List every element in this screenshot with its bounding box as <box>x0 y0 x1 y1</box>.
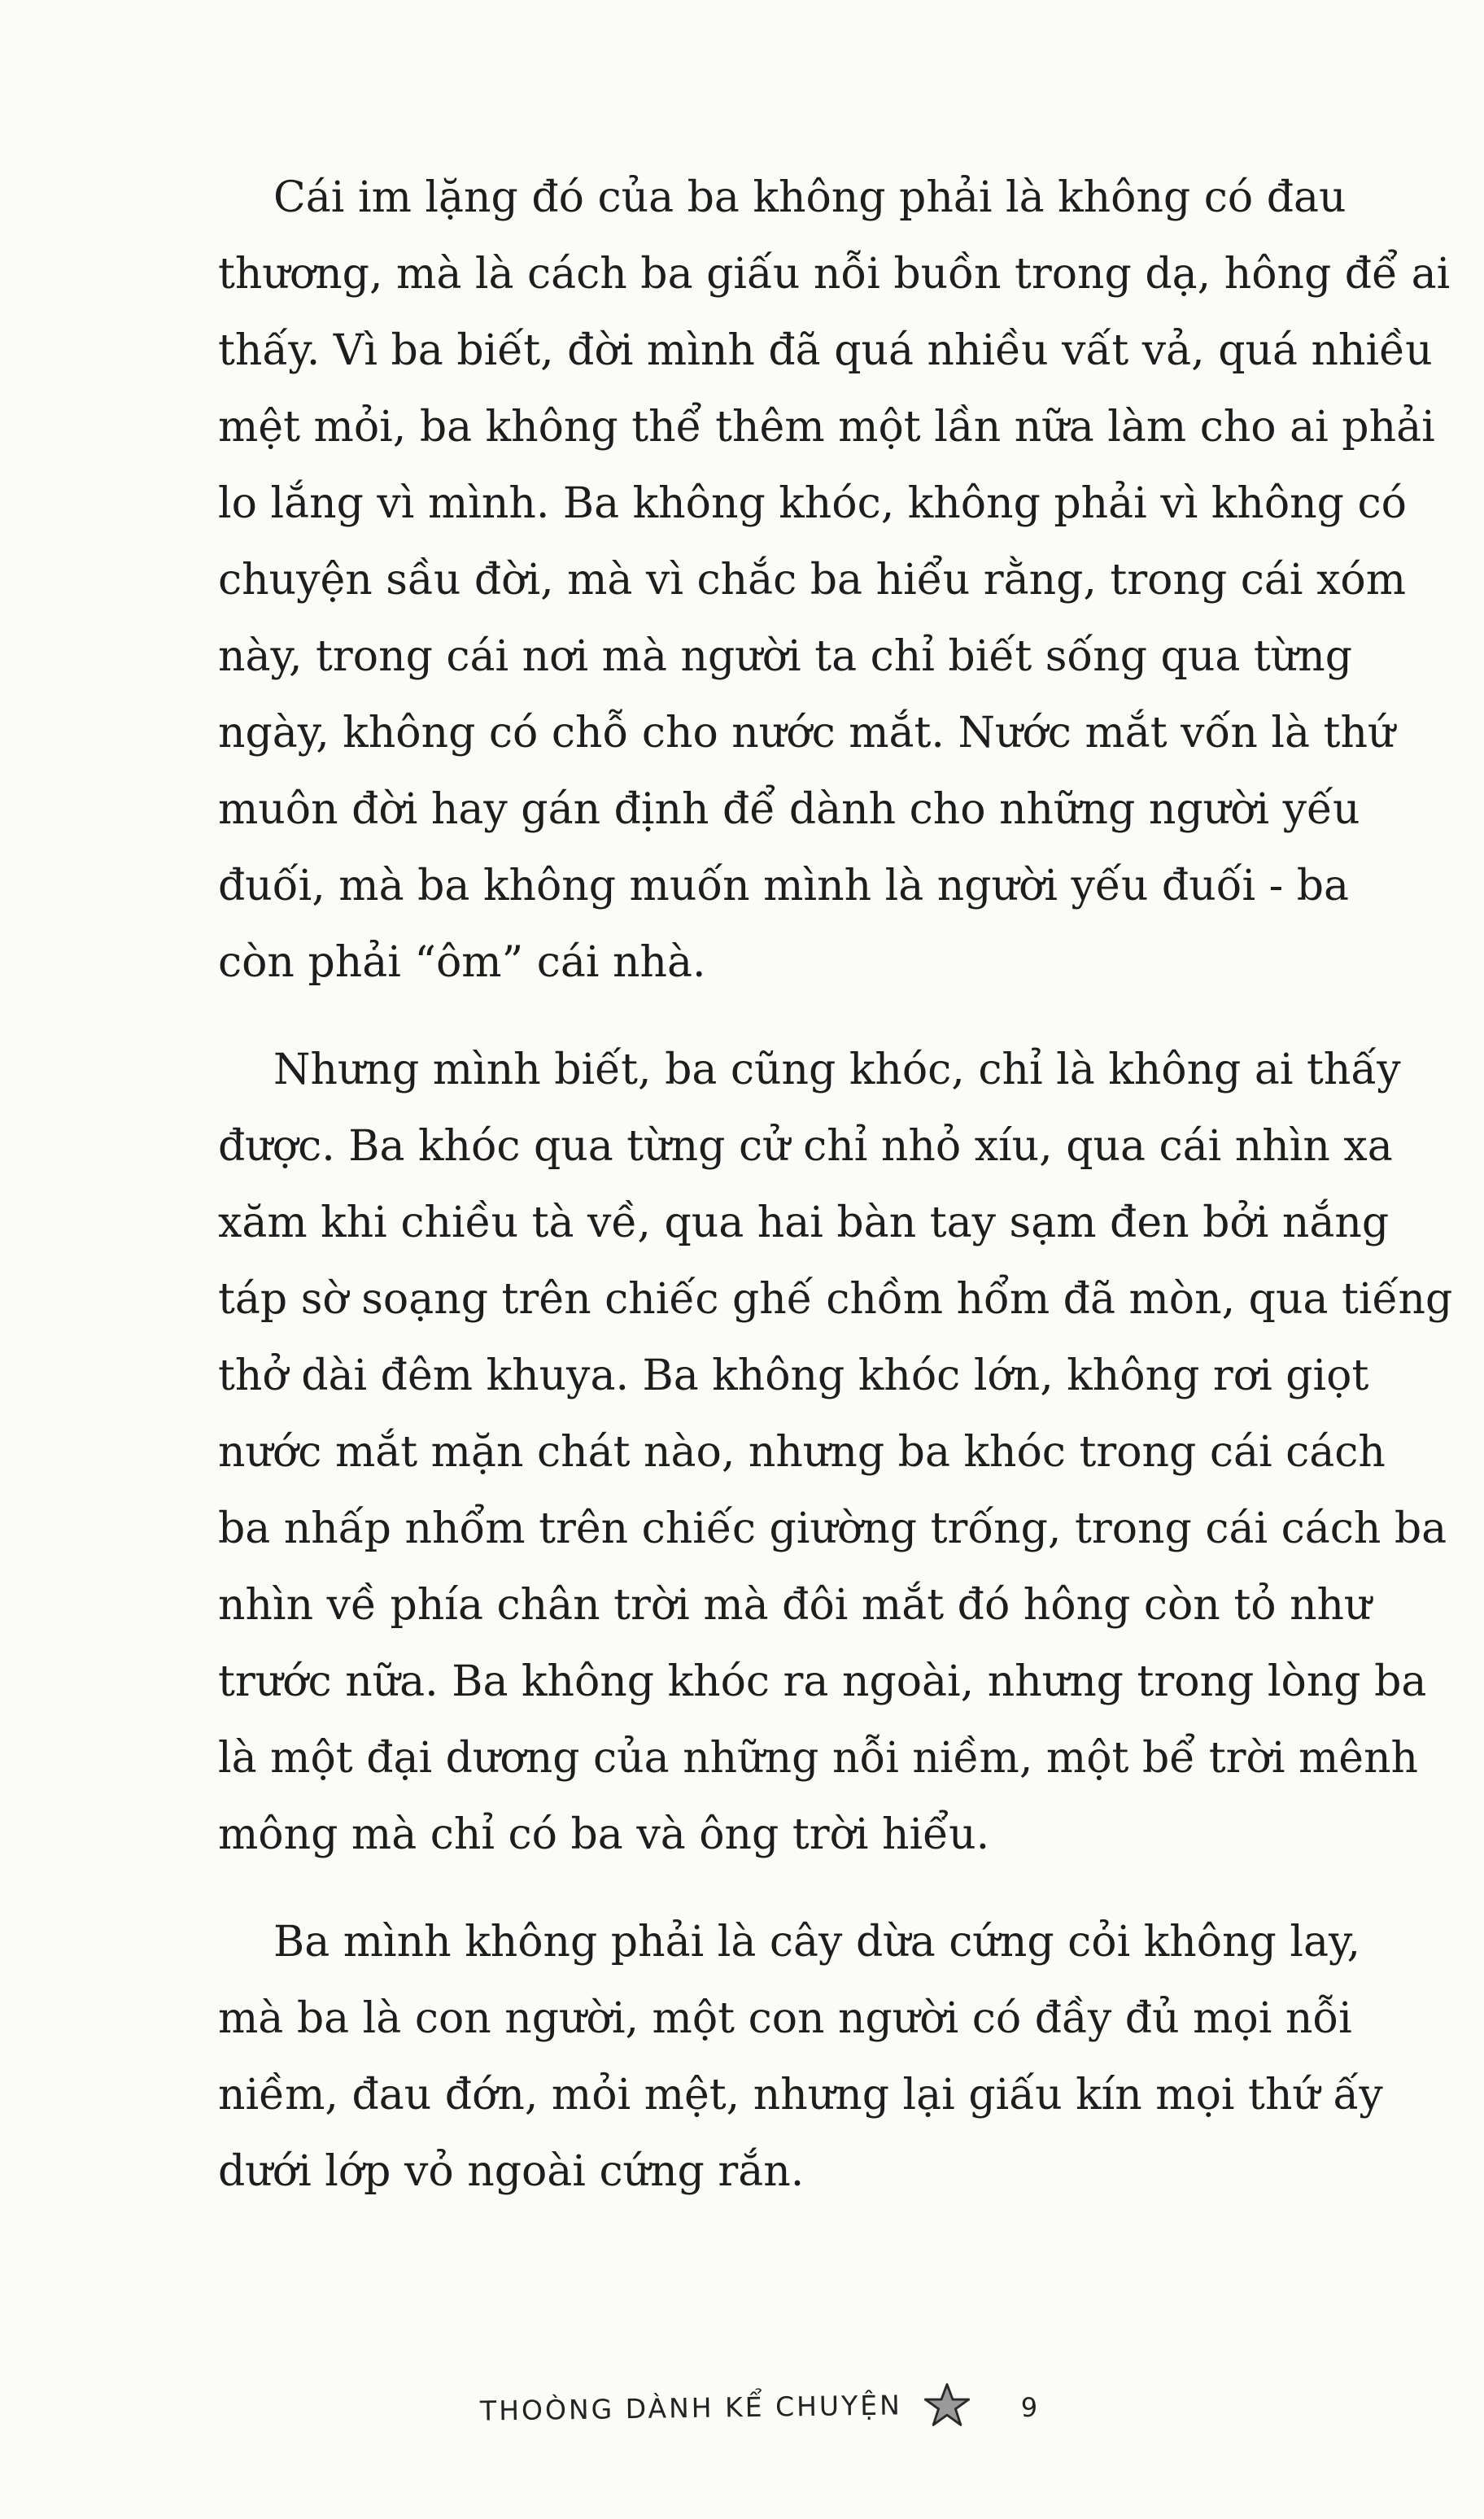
text-line: được. Ba khóc qua từng cử chỉ nhỏ xíu, qua cái nhìn xa <box>218 1122 1393 1171</box>
page-footer <box>480 2379 1037 2436</box>
text-line: mệt mỏi, ba không thể thêm một lần nữa làm cho ai phải <box>218 403 1435 452</box>
text-line: nhìn về phía chân trời mà đôi mắt đó hông còn tỏ như <box>218 1581 1372 1630</box>
text-line: đuối, mà ba không muốn mình là người yếu đuối - ba <box>218 862 1350 910</box>
text-line: muôn đời hay gán định để dành cho những người yếu <box>218 785 1360 834</box>
text-line: ba nhấp nhổm trên chiếc giường trống, trong cái cách ba <box>218 1504 1447 1553</box>
text-line: Nhưng mình biết, ba cũng khóc, chỉ là không ai thấy <box>273 1046 1401 1094</box>
text-line: xăm khi chiều tà về, qua hai bàn tay sạm đen bởi nắng <box>218 1198 1390 1247</box>
running-title: THOÒNG DÀNH KỂ CHUYỆN <box>479 2388 902 2427</box>
text-line: dưới lớp vỏ ngoài cứng rắn. <box>218 2147 805 2196</box>
text-line: mà ba là con người, một con người có đầy đủ mọi nỗi <box>218 1994 1352 2043</box>
text-line: thở dài đêm khuya. Ba không khóc lớn, không rơi giọt <box>218 1351 1369 1400</box>
star-icon <box>923 2381 971 2429</box>
paragraph-2 <box>218 1032 1453 1873</box>
star-shape <box>925 2384 968 2425</box>
text-line: nước mắt mặn chát nào, nhưng ba khóc trong cái cách <box>218 1428 1386 1477</box>
text-line: lo lắng vì mình. Ba không khóc, không phải vì không có <box>218 479 1407 528</box>
text-line: ngày, không có chỗ cho nước mắt. Nước mắt vốn là thứ <box>218 709 1395 757</box>
page-body <box>218 159 1453 2241</box>
text-line: thấy. Vì ba biết, đời mình đã quá nhiều vất vả, quá nhiều <box>218 326 1433 375</box>
text-line: niềm, đau đớn, mỏi mệt, nhưng lại giấu kín mọi thứ ấy <box>218 2071 1383 2120</box>
text-line: Ba mình không phải là cây dừa cứng cỏi không lay, <box>273 1918 1361 1967</box>
text-line: Cái im lặng đó của ba không phải là không có đau <box>273 173 1347 222</box>
text-line: táp sờ soạng trên chiếc ghế chồm hổm đã mòn, qua tiếng <box>218 1275 1453 1324</box>
paragraph-1 <box>218 159 1451 1001</box>
text-line: chuyện sầu đời, mà vì chắc ba hiểu rằng, trong cái xóm <box>218 556 1407 605</box>
page-number: 9 <box>1020 2392 1038 2423</box>
text-line: trước nữa. Ba không khóc ra ngoài, nhưng trong lòng ba <box>218 1657 1427 1706</box>
text-line: là một đại dương của những nỗi niềm, một bể trời mênh <box>218 1734 1419 1783</box>
paragraph-3 <box>218 1904 1383 2210</box>
text-line: mông mà chỉ có ba và ông trời hiểu. <box>218 1810 990 1859</box>
text-line: còn phải “ôm” cái nhà. <box>218 938 706 987</box>
text-line: này, trong cái nơi mà người ta chỉ biết sống qua từng <box>218 632 1353 681</box>
text-line: thương, mà là cách ba giấu nỗi buồn trong dạ, hông để ai <box>218 250 1451 299</box>
